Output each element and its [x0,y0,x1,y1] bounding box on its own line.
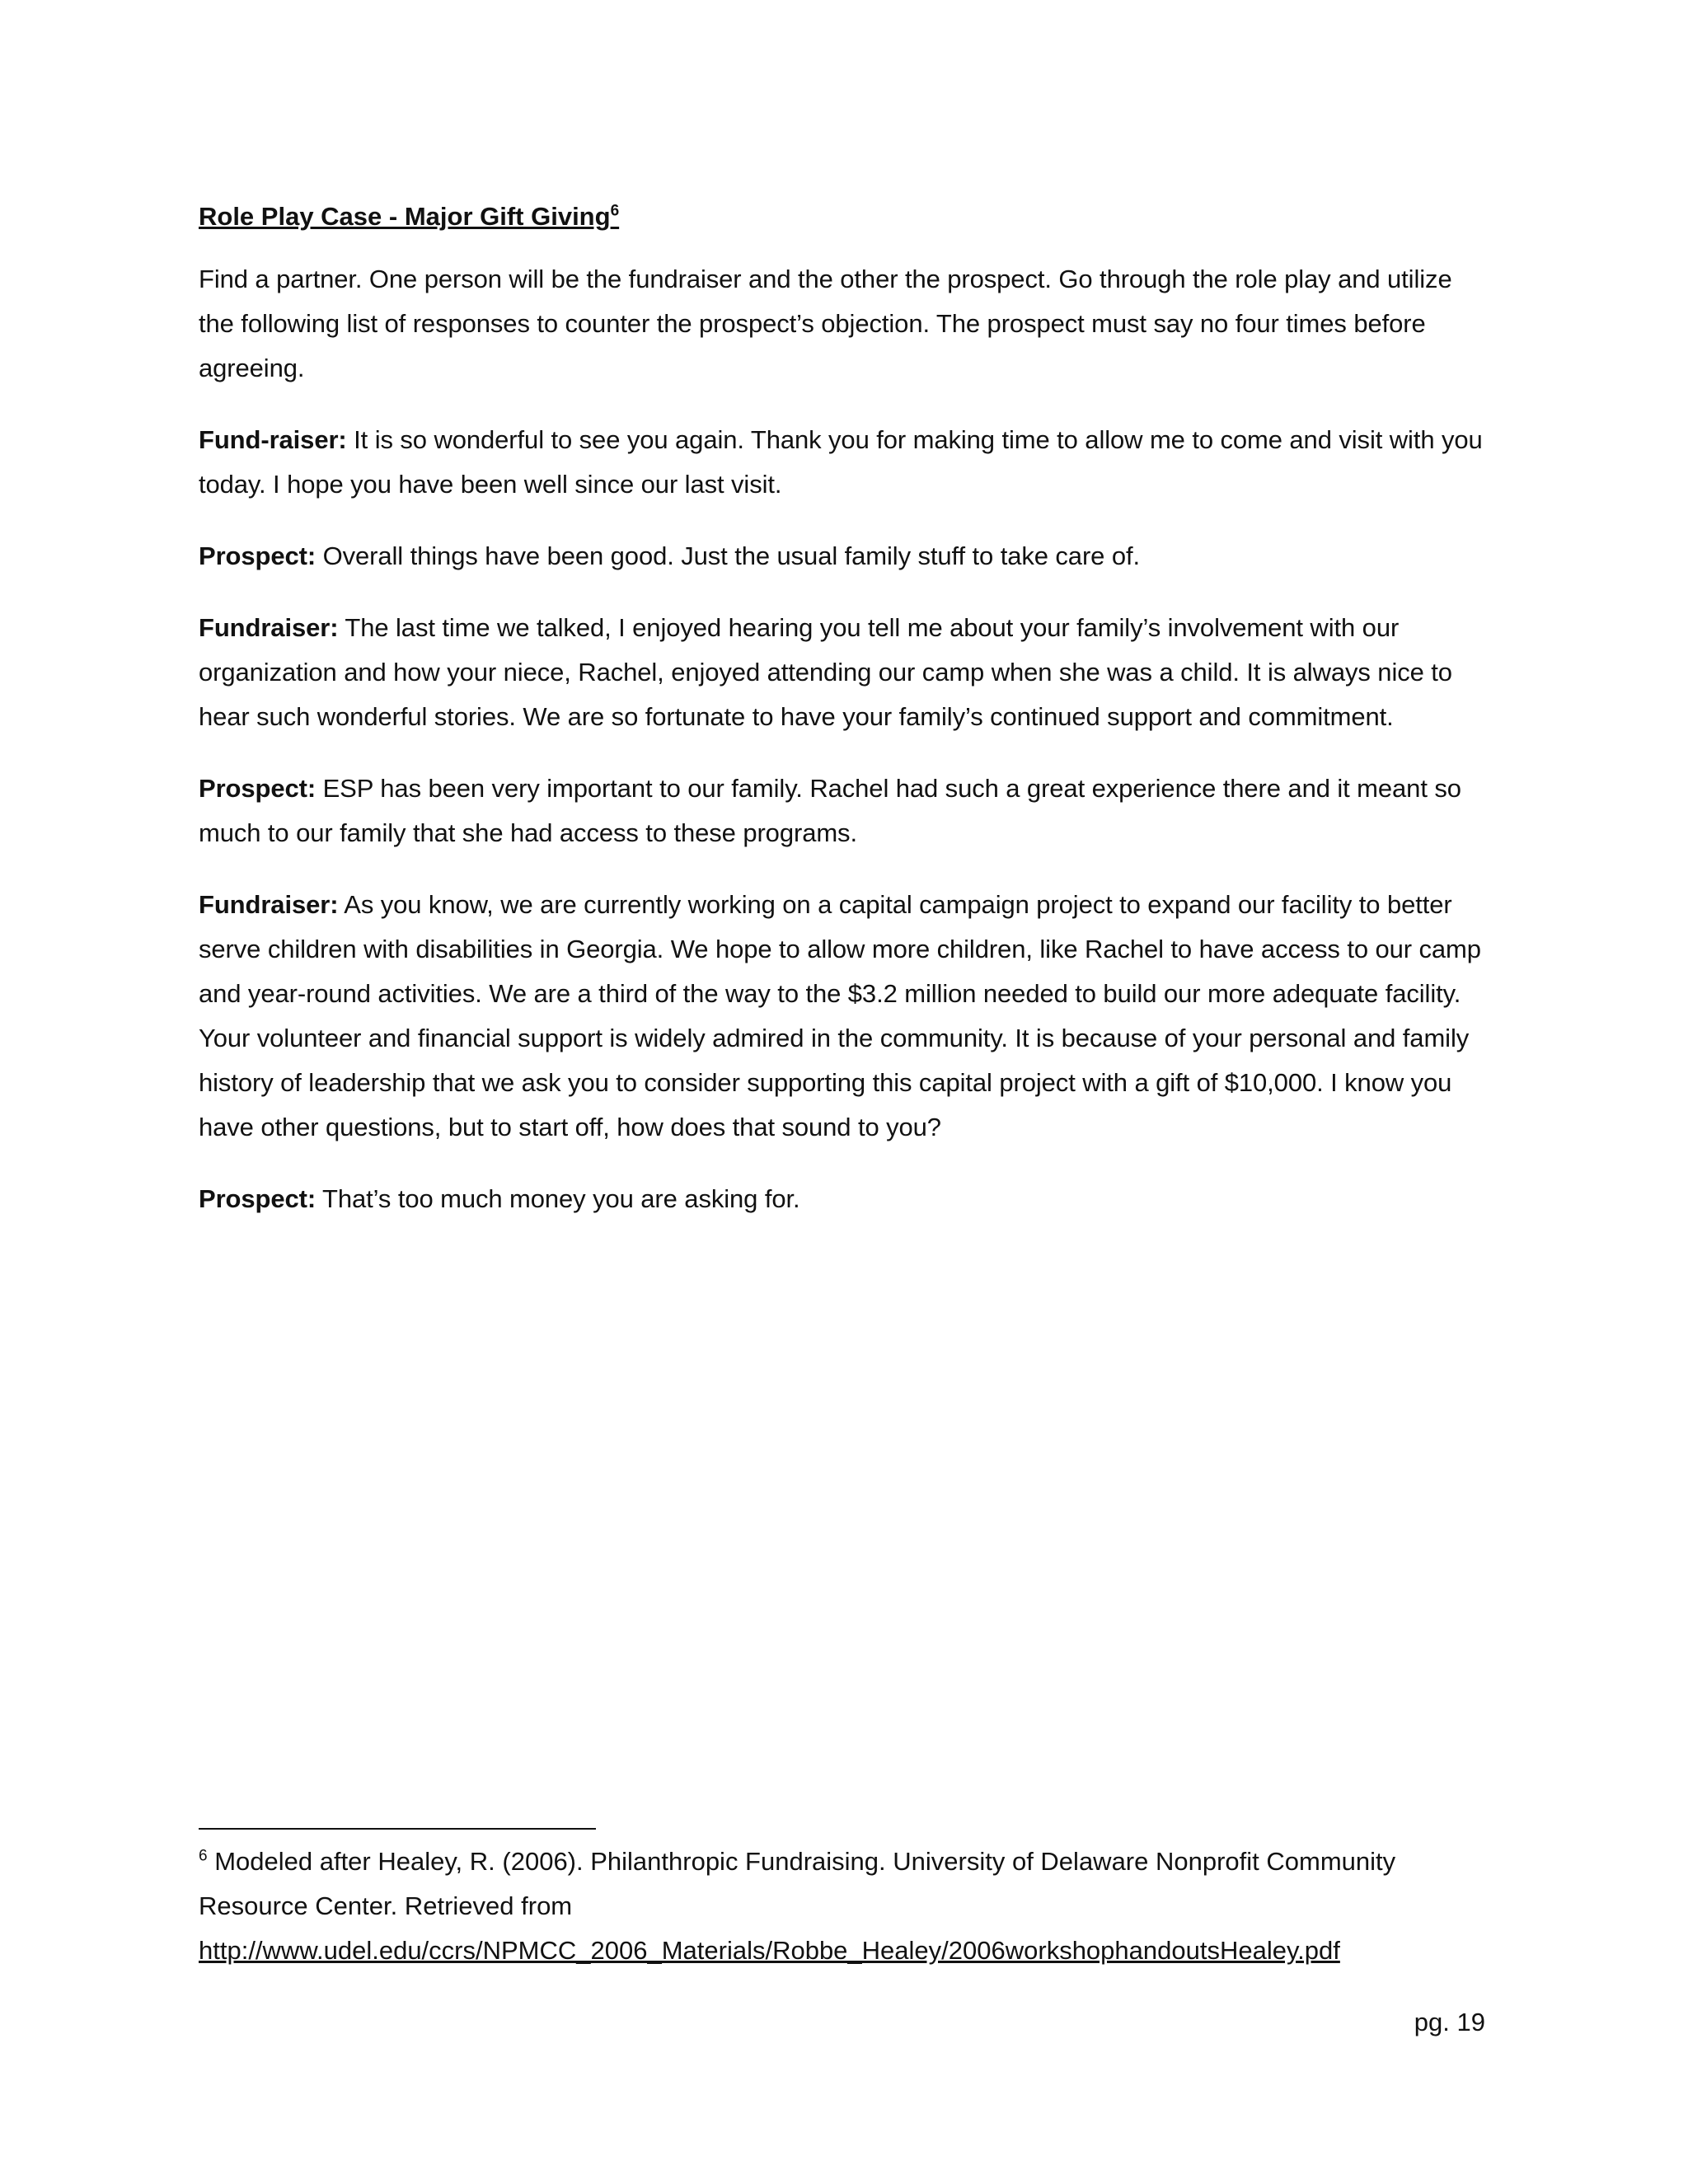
intro-paragraph: Find a partner. One person will be the fundraiser and the other the prospect. Go through the role play and utilize the following list of responses to counter the prospect’s objection. The prospect must say no four times before agreeing. [199,265,1452,382]
dialogue-line [199,766,1493,855]
dialogue-line [199,1177,1493,1221]
document-body [199,196,1493,1249]
speaker-label: Fund-raiser: [199,425,347,454]
dialogue-line [199,534,1493,579]
footnote-divider [199,1828,596,1830]
dialogue-text: As you know, we are currently working on a capital campaign project to expand our facility to better serve children with disabilities in Georgia. We hope to allow more children, like Rachel to have access to our camp and year-round activities. We are a third of the way to the $3.2 million needed to build our more adequate facility. Your volunteer and financial support is widely admired in the community. It is because of your personal and family history of leadership that we ask you to consider supporting this capital project with a gift of $10,000. I know you have other questions, but to start off, how does that sound to you? [199,890,1481,1141]
section-title-text: Role Play Case - Major Gift Giving [199,202,611,231]
dialogue-text: ESP has been very important to our family. Rachel had such a great experience there and it meant so much to our family that she had access to these programs. [199,774,1461,847]
footnote-text: Modeled after Healey, R. (2006). Philanthropic Fundraising. University of Delaware Nonprofit Community Resource Center. Retrieved from [199,1847,1396,1920]
footnote-marker: 6 [199,1847,208,1865]
speaker-label: Prospect: [199,774,316,803]
dialogue-text: Overall things have been good. Just the usual family stuff to take care of. [316,541,1140,570]
dialogue-text: It is so wonderful to see you again. Thank you for making time to allow me to come and visit with you today. I hope you have been well since our last visit. [199,425,1483,499]
footnote-reference-marker: 6 [610,202,620,220]
speaker-label: Prospect: [199,1184,316,1213]
speaker-label: Fundraiser: [199,613,339,642]
dialogue-text: The last time we talked, I enjoyed hearing you tell me about your family’s involvement with our organization and how your niece, Rachel, enjoyed attending our camp when she was a child. It is always nice to hear such wonderful stories. We are so fortunate to have your family’s continued support and commitment. [199,613,1452,731]
dialogue-line [199,418,1493,507]
speaker-label: Prospect: [199,541,316,570]
speaker-label: Fundraiser: [199,890,339,919]
dialogue-text: That’s too much money you are asking for. [316,1184,800,1213]
section-title [199,196,1493,237]
dialogue-line [199,883,1493,1150]
footnote [199,1840,1493,1973]
page-number: pg. 19 [1414,2008,1485,2036]
footnote-link[interactable]: http://www.udel.edu/ccrs/NPMCC_2006_Materials/Robbe_Healey/2006workshophandoutsHealey.pdf [199,1936,1340,1965]
dialogue-line [199,606,1493,739]
